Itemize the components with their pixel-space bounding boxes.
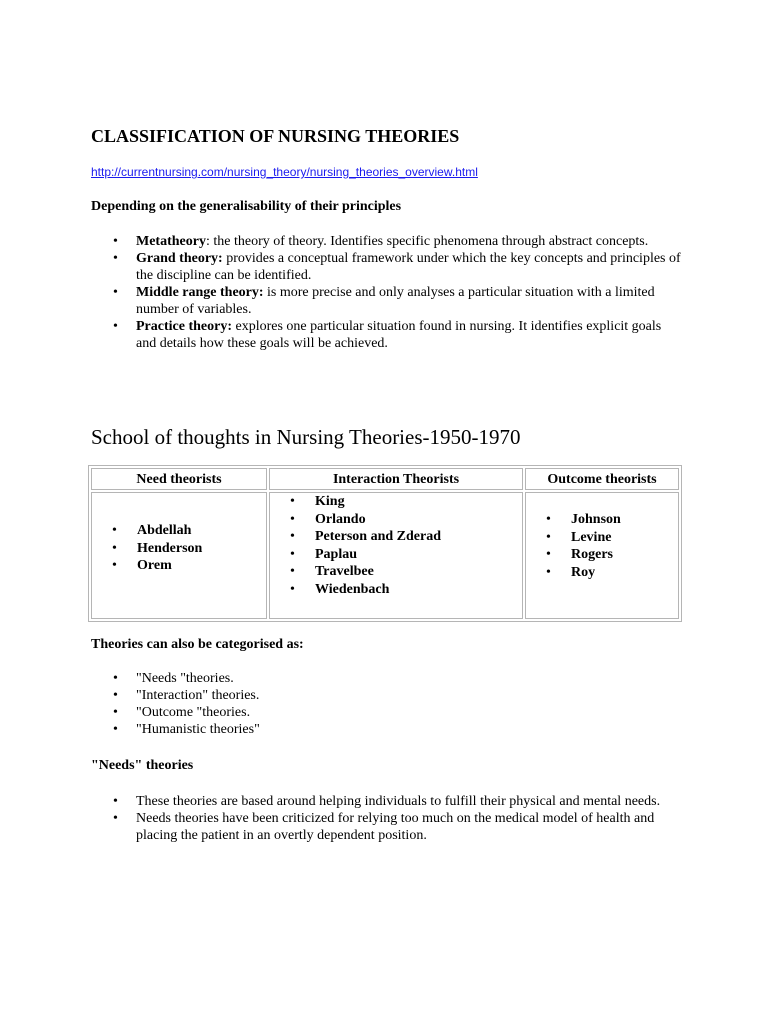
term: Metatheory [136,234,206,249]
term: Grand theory: [136,251,223,266]
list-item: • Wiedenbach [270,581,522,599]
outcome-theorists-cell [525,492,679,619]
source-link[interactable]: http://currentnursing.com/nursing_theory/nursing_theories_overview.html [91,165,478,179]
list-item: • Travelbee [270,563,522,581]
outcome-theorists-list [526,511,678,581]
list-item: • "Outcome "theories. [91,704,681,721]
column-header-need: Need theorists [91,468,267,490]
page-title: CLASSIFICATION OF NURSING THEORIES [91,126,460,146]
school-heading: School of thoughts in Nursing Theories-1950-1970 [91,425,521,449]
list-item: • Paplau [270,546,522,564]
interaction-theorists-cell [269,492,523,619]
definition: is more precise and only analyses a particular situation with a limited number of variables. [136,285,655,317]
term: Middle range theory: [136,285,264,300]
needs-heading: "Needs" theories [91,758,194,773]
list-item: • Orlando [270,511,522,529]
list-item: • Johnson [526,511,678,529]
column-header-outcome: Outcome theorists [525,468,679,490]
list-item: • "Needs "theories. [91,670,681,687]
categories-list [91,670,681,738]
table-header-row [91,468,679,490]
list-item: • These theories are based around helping individuals to fulfill their physical and mental needs. [91,793,681,810]
list-item: • "Humanistic theories" [91,721,681,738]
need-theorists-list [92,522,266,575]
column-header-interaction: Interaction Theorists [269,468,523,490]
list-item: • Orem [92,557,266,575]
need-theorists-cell [91,492,267,619]
categorised-heading: Theories can also be categorised as: [91,637,304,652]
list-item: • Peterson and Zderad [270,528,522,546]
list-item: • "Interaction" theories. [91,687,681,704]
list-item [91,250,681,284]
list-item: • Henderson [92,540,266,558]
theorists-table [88,465,682,622]
generalisability-heading: Depending on the generalisability of their principles [91,199,402,214]
list-item: • Roy [526,564,678,582]
definition: explores one particular situation found in nursing. It identifies explicit goals and details how these goals will be achieved. [136,319,662,351]
list-item [91,233,681,250]
list-item [91,318,681,352]
list-item: • King [270,493,522,511]
table-row [91,492,679,619]
interaction-theorists-list [270,493,522,598]
list-item: • Abdellah [92,522,266,540]
list-item: • Needs theories have been criticized for relying too much on the medical model of health and placing the patient in an overtly dependent position. [91,810,681,844]
list-item [91,284,681,318]
term: Practice theory: [136,319,232,334]
definition: : the theory of theory. Identifies specific phenomena through abstract concepts. [205,234,649,249]
list-item: • Levine [526,529,678,547]
list-item: • Rogers [526,546,678,564]
needs-points-list [91,793,681,844]
definition: provides a conceptual framework under which the key concepts and principles of the discipline can be identified. [136,251,681,283]
theory-levels-list [91,233,681,352]
